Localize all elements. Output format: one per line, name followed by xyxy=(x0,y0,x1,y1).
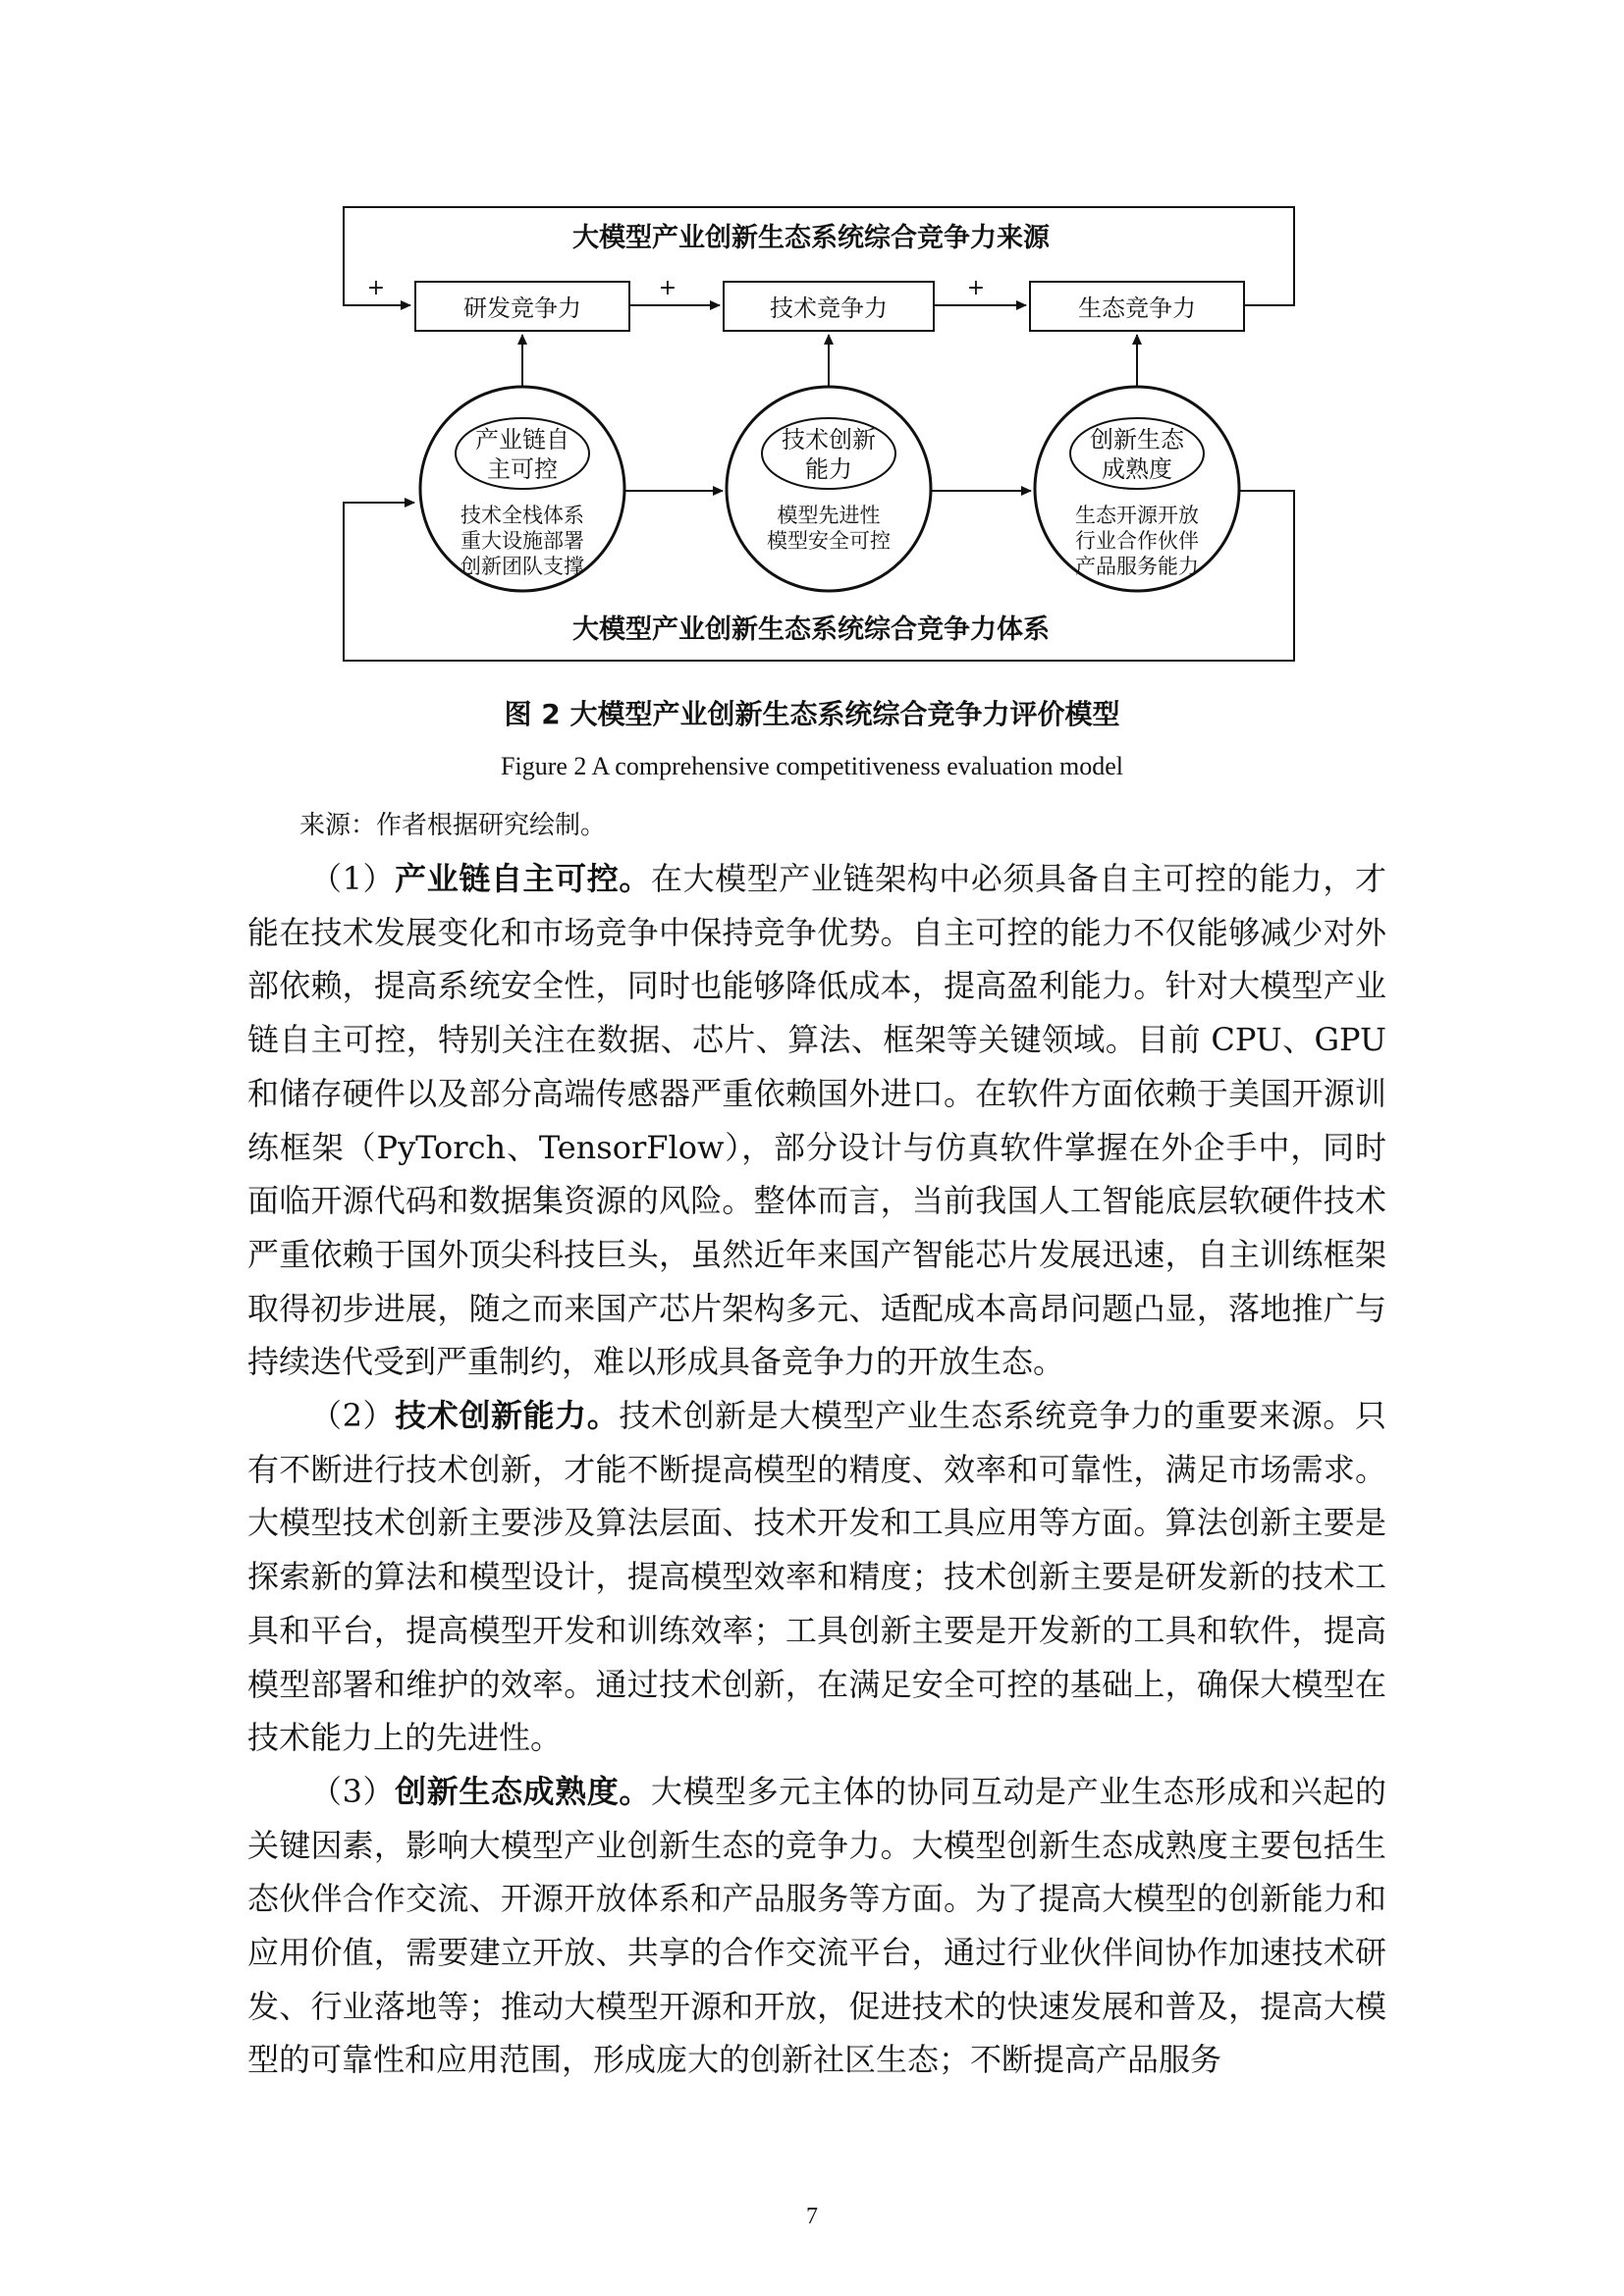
paragraph-number: （2） xyxy=(310,1397,396,1435)
paragraph-keyword: 技术创新能力。 xyxy=(395,1397,620,1435)
box-label-2: 技术竞争力 xyxy=(770,294,888,322)
figure-source: 来源：作者根据研究绘制。 xyxy=(299,811,607,840)
circle3-item3: 产品服务能力 xyxy=(1075,555,1199,578)
circle3-item1: 生态开源开放 xyxy=(1075,504,1199,527)
paragraph-supply-chain xyxy=(247,852,1386,1389)
paragraph-eco-maturity xyxy=(247,1765,1386,2087)
box-label-1: 研发竞争力 xyxy=(463,294,581,322)
circle2-ellipse-line1: 技术创新 xyxy=(782,426,876,454)
circle1-item1: 技术全栈体系 xyxy=(460,504,584,527)
plus-sign-2: + xyxy=(658,276,677,300)
top-title: 大模型产业创新生态系统综合竞争力来源 xyxy=(572,223,1050,253)
circle3-ellipse-line2: 成熟度 xyxy=(1102,455,1172,483)
paragraph-text: 技术创新是大模型产业生态系统竞争力的重要来源。只有不断进行技术创新，才能不断提高模型的精度、效率和可靠性，满足市场需求。大模型技术创新主要涉及算法层面、技术开发和工具应用等方面。算法创新主要是探索新的算法和模型设计，提高模型效率和精度；技术创新主要是研发新的技术工具和平台，提高模型开发和训练效率；工具创新主要是开发新的工具和软件，提高模型部署和维护的效率。通过技术创新，在满足安全可控的基础上，确保大模型在技术能力上的先进性。 xyxy=(247,1397,1386,1757)
paragraph-text: 在大模型产业链架构中必须具备自主可控的能力，才能在技术发展变化和市场竞争中保持竞争优势。自主可控的能力不仅能够减少对外部依赖，提高系统安全性，同时也能够降低成本，提高盈利能力。针对大模型产业链自主可控，特别关注在数据、芯片、算法、框架等关键领域。目前 CPU、GPU 和储存硬件以及部分高端传感器严重依赖国外进口。在软件方面依赖于美国开源训练框架（PyTorch、TensorFlow），部分设计与仿真软件掌握在外企手中，同时面临开源代码和数据集资源的风险。整体而言，当前我国人工智能底层软硬件技术严重依赖于国外顶尖科技巨头，虽然近年来国产智能芯片发展迅速，自主训练框架取得初步进展，随之而来国产芯片架构多元、适配成本高昂问题凸显，落地推广与持续迭代受到严重制约，难以形成具备竞争力的开放生态。 xyxy=(247,860,1386,1381)
circle2-item1: 模型先进性 xyxy=(777,504,881,527)
circle3-item2: 行业合作伙伴 xyxy=(1075,529,1199,553)
circle1-ellipse-line2: 主可控 xyxy=(487,455,558,483)
plus-sign-3: + xyxy=(966,276,986,300)
circle1-item3: 创新团队支撑 xyxy=(460,555,584,578)
body-text xyxy=(247,852,1386,2087)
paragraph-text: 大模型多元主体的协同互动是产业生态形成和兴起的关键因素，影响大模型产业创新生态的竞争力。大模型创新生态成熟度主要包括生态伙伴合作交流、开源开放体系和产品服务等方面。为了提高大模型的创新能力和应用价值，需要建立开放、共享的合作交流平台，通过行业伙伴间协作加速技术研发、行业落地等；推动大模型开源和开放，促进技术的快速发展和普及，提高大模型的可靠性和应用范围，形成庞大的创新社区生态；不断提高产品服务 xyxy=(247,1772,1386,2079)
box-label-3: 生态竞争力 xyxy=(1078,294,1196,322)
figure-caption-en: Figure 2 A comprehensive competitiveness evaluation model xyxy=(501,752,1123,780)
circle2-item2: 模型安全可控 xyxy=(767,529,891,553)
page-number: 7 xyxy=(806,2204,818,2229)
paragraph-number: （3） xyxy=(310,1772,396,1810)
circle1-item2: 重大设施部署 xyxy=(460,529,584,553)
figure-diagram xyxy=(0,0,1624,687)
circle2-ellipse-line2: 能力 xyxy=(805,455,852,483)
paragraph-tech-innovation xyxy=(247,1389,1386,1765)
paragraph-keyword: 产业链自主可控。 xyxy=(395,860,651,897)
figure-caption-cn: 图 2 大模型产业创新生态系统综合竞争力评价模型 xyxy=(504,698,1120,730)
plus-sign-1: + xyxy=(366,276,386,300)
circle1-ellipse-line1: 产业链自 xyxy=(475,426,569,454)
paragraph-number: （1） xyxy=(310,860,396,897)
circle3-ellipse-line1: 创新生态 xyxy=(1090,426,1184,454)
bottom-title: 大模型产业创新生态系统综合竞争力体系 xyxy=(572,614,1050,645)
paragraph-keyword: 创新生态成熟度。 xyxy=(395,1772,651,1810)
